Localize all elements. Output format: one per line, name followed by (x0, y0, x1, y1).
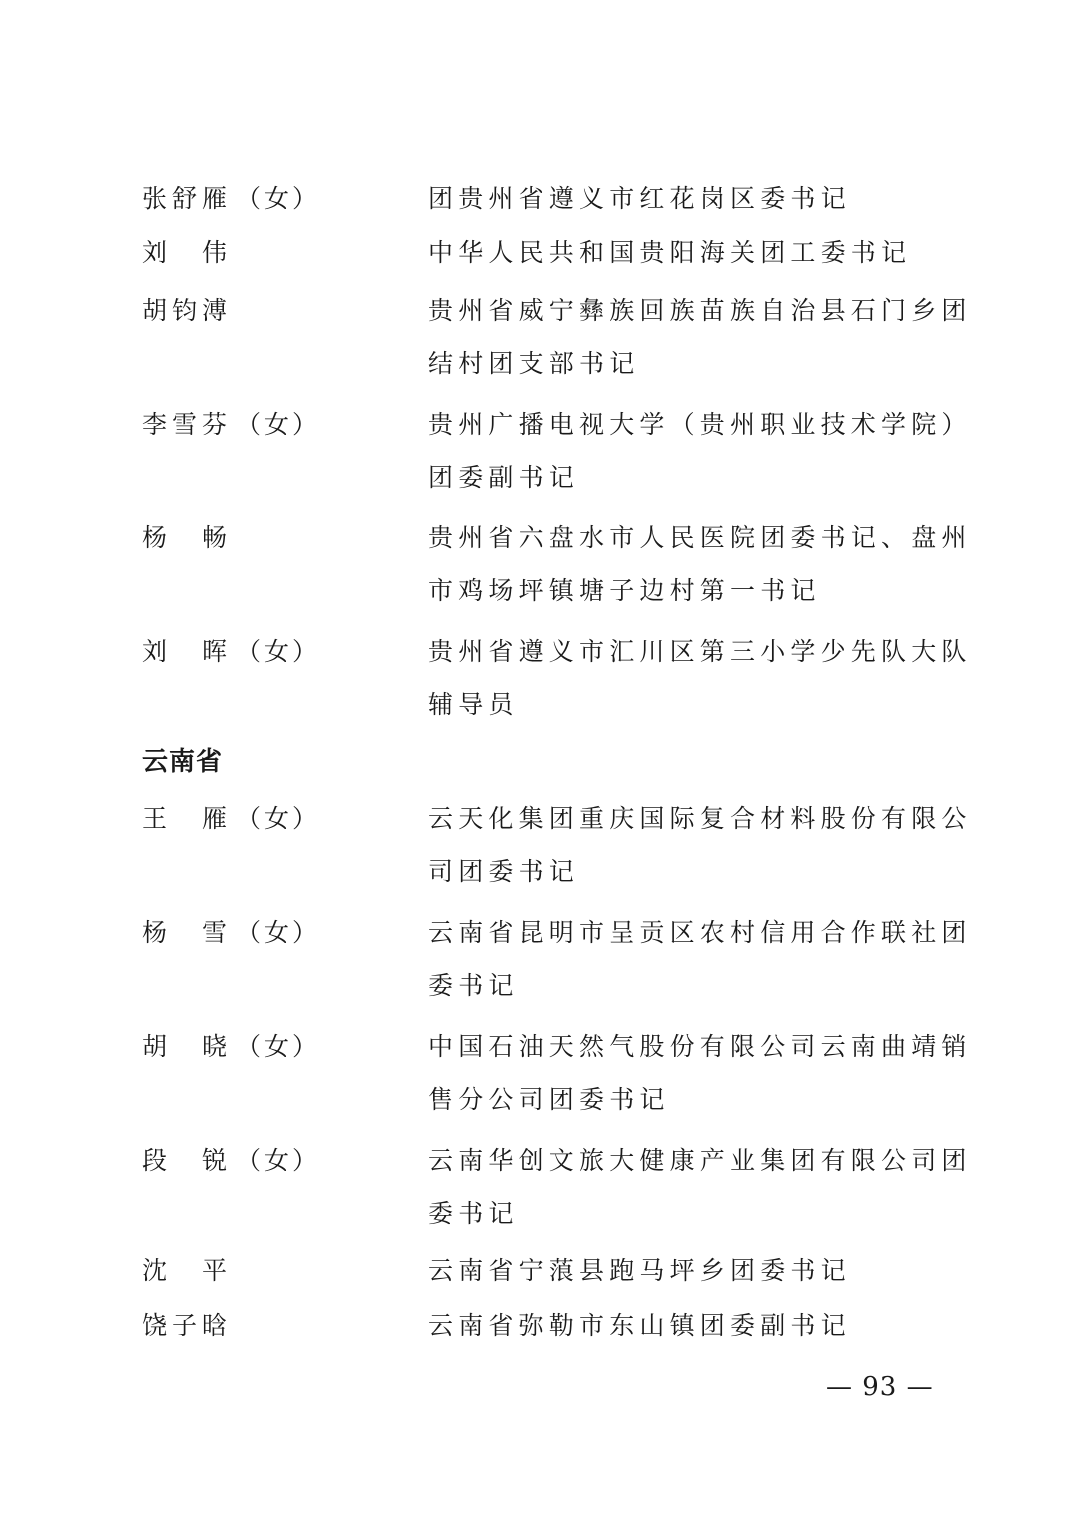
position-title: 贵州广播电视大学（贵州职业技术学院） (428, 410, 972, 439)
position-title-continued: 结村团支部书记 (428, 349, 640, 378)
position-title-continued: 团委副书记 (428, 463, 580, 492)
gender-note: （女） (236, 918, 321, 947)
section-heading: 云南省 (142, 747, 224, 777)
position-title-continued: 司团委书记 (428, 857, 580, 886)
position-title: 云南省弥勒市东山镇团委副书记 (428, 1311, 851, 1340)
gender-note: （女） (236, 1032, 321, 1061)
position-title: 中国石油天然气股份有限公司云南曲靖销 (428, 1032, 972, 1061)
position-title-continued: 辅导员 (428, 690, 519, 719)
person-name: 沈 平 (142, 1256, 233, 1285)
gender-note: （女） (236, 184, 321, 213)
position-title: 云南华创文旅大健康产业集团有限公司团 (428, 1146, 972, 1175)
person-name: 段 锐 (142, 1146, 233, 1175)
person-name: 杨 畅 (142, 523, 233, 552)
gender-note: （女） (236, 410, 321, 439)
position-title: 贵州省遵义市汇川区第三小学少先队大队 (428, 637, 972, 666)
position-title: 中华人民共和国贵阳海关团工委书记 (428, 238, 912, 267)
position-title: 云南省昆明市呈贡区农村信用合作联社团 (428, 918, 972, 947)
position-title: 云天化集团重庆国际复合材料股份有限公 (428, 804, 972, 833)
position-title-continued: 售分公司团委书记 (428, 1085, 670, 1114)
position-title-continued: 委书记 (428, 971, 519, 1000)
person-name: 刘 伟 (142, 238, 233, 267)
person-name: 饶子晗 (142, 1311, 233, 1340)
person-name: 王 雁 (142, 804, 233, 833)
page-number: — 93 — (826, 1372, 934, 1402)
person-name: 刘 晖 (142, 637, 233, 666)
position-title-continued: 市鸡场坪镇塘子边村第一书记 (428, 576, 821, 605)
gender-note: （女） (236, 637, 321, 666)
position-title-continued: 委书记 (428, 1199, 519, 1228)
position-title: 云南省宁蒗县跑马坪乡团委书记 (428, 1256, 851, 1285)
position-title: 贵州省威宁彝族回族苗族自治县石门乡团 (428, 296, 972, 325)
person-name: 张舒雁 (142, 184, 233, 213)
gender-note: （女） (236, 1146, 321, 1175)
person-name: 李雪芬 (142, 410, 233, 439)
position-title: 贵州省六盘水市人民医院团委书记、盘州 (428, 523, 972, 552)
position-title: 团贵州省遵义市红花岗区委书记 (428, 184, 851, 213)
person-name: 胡 晓 (142, 1032, 233, 1061)
person-name: 胡钧溥 (142, 296, 233, 325)
gender-note: （女） (236, 804, 321, 833)
person-name: 杨 雪 (142, 918, 233, 947)
